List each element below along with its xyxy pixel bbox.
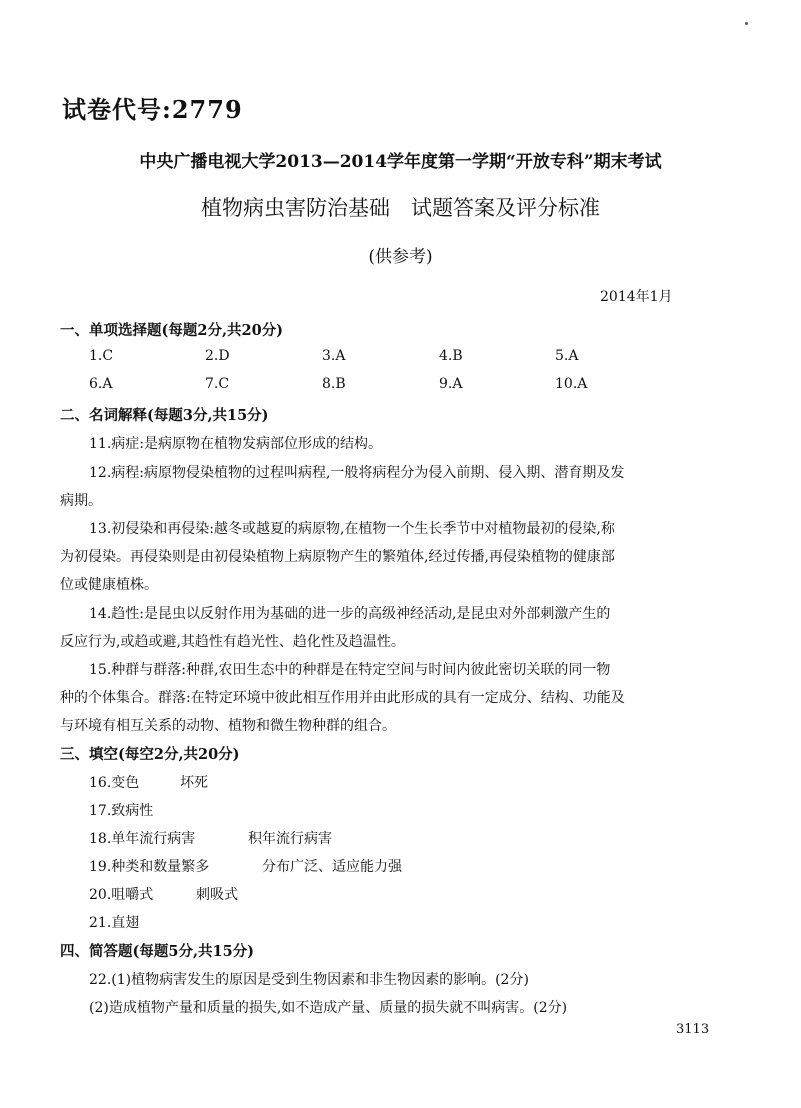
fill-answer: 20.咀嚼式 (89, 887, 154, 903)
choice-answer: 1.C (89, 348, 114, 364)
paper-code: 试卷代号:2779 (62, 95, 243, 124)
answer-line: 12.病程:病原物侵染植物的过程叫病程,一般将病程分为侵入前期、侵入期、潜育期及发 (89, 465, 625, 481)
answer-line: 位或健康植株。 (60, 577, 158, 593)
fill-answer-second: 分布广泛、适应能力强 (262, 859, 402, 875)
answer-line: 为初侵染。再侵染则是由初侵染植物上病原物产生的繁殖体,经过传播,再侵染植物的健康部 (60, 549, 615, 565)
answer-line: 13.初侵染和再侵染:越冬或越夏的病原物,在植物一个生长季节中对植物最初的侵染,称 (89, 521, 615, 537)
answer-line: 11.病症:是病原物在植物发病部位形成的结构。 (89, 436, 382, 452)
section-title-fill: 三、填空(每空2分,共20分) (60, 746, 240, 763)
answer-line: (2)造成植物产量和质量的损失,如不造成产量、质量的损失就不叫病害。(2分) (89, 1000, 568, 1016)
section-title-terms: 二、名词解释(每题3分,共15分) (60, 407, 269, 424)
choice-answer: 9.A (439, 376, 463, 392)
choice-answer: 4.B (439, 348, 463, 364)
answer-line: 种的个体集合。群落:在特定环境中彼此相互作用并由此形成的具有一定成分、结构、功能及 (60, 690, 625, 706)
answer-line: 15.种群与群落:种群,农田生态中的种群是在特定空间与时间内彼此密切关联的同一物 (89, 662, 611, 678)
choice-answer: 3.A (322, 348, 346, 364)
section-title-short-answer: 四、简答题(每题5分,共15分) (60, 943, 255, 960)
answer-line: 病期。 (60, 493, 102, 509)
fill-answer-second: 坏死 (180, 775, 208, 791)
section-title-choice: 一、单项选择题(每题2分,共20分) (60, 322, 284, 339)
fill-answer-second: 刺吸式 (196, 887, 238, 903)
fill-answer-second: 积年流行病害 (248, 831, 332, 847)
answer-line: 与环境有相互关系的动物、植物和微生物种群的组合。 (60, 718, 396, 734)
fill-answer: 17.致病性 (89, 803, 154, 819)
choice-answer: 8.B (322, 376, 346, 392)
choice-answer: 6.A (89, 376, 113, 392)
choice-answer: 5.A (555, 348, 579, 364)
reference-note: (供参考) (368, 247, 433, 267)
answer-line: 14.趋性:是昆虫以反射作用为基础的进一步的高级神经活动,是昆虫对外部刺激产生的 (89, 606, 611, 622)
subject-title: 植物病虫害防治基础 试题答案及评分标准 (201, 196, 600, 220)
fill-answer: 16.变色 (89, 775, 140, 791)
answer-line: 22.(1)植物病害发生的原因是受到生物因素和非生物因素的影响。(2分) (89, 972, 529, 988)
answer-line: 反应行为,或趋或避,其趋性有趋光性、趋化性及趋温性。 (60, 634, 405, 650)
fill-answer: 21.直翅 (89, 915, 140, 931)
fill-answer: 18.单年流行病害 (89, 831, 196, 847)
choice-answer: 7.C (205, 376, 230, 392)
scan-speck (745, 22, 748, 25)
choice-answer: 10.A (555, 376, 588, 392)
fill-answer: 19.种类和数量繁多 (89, 859, 210, 875)
exam-date: 2014年1月 (600, 289, 673, 305)
page-number: 3113 (676, 1022, 710, 1037)
exam-title: 中央广播电视大学2013—2014学年度第一学期“开放专科”期末考试 (139, 152, 662, 172)
choice-answer: 2.D (205, 348, 230, 364)
